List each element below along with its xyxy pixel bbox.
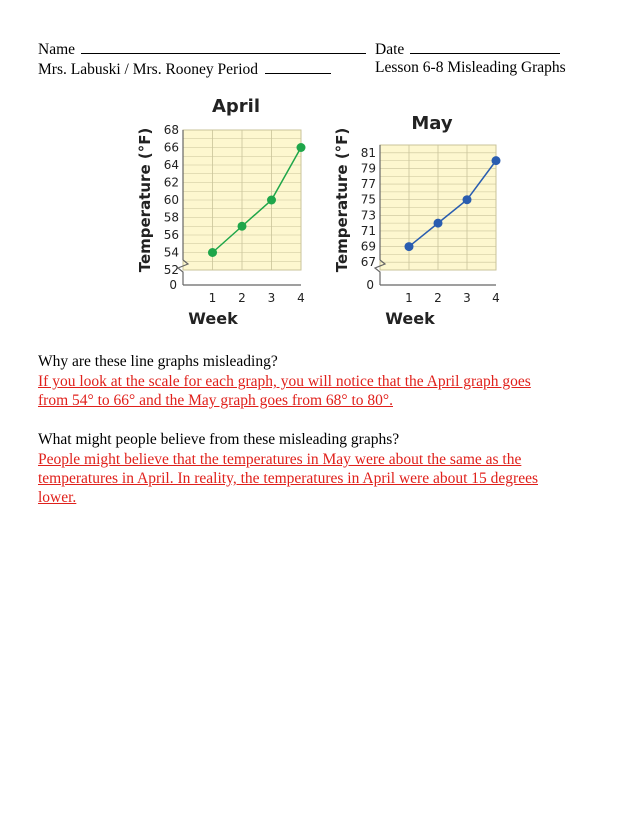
- april-chart: [136, 96, 306, 328]
- x-tick-label: 1: [208, 291, 217, 305]
- teachers-label: Mrs. Labuski / Mrs. Rooney Period: [38, 61, 259, 78]
- answer-2-line-2: temperatures in April. In reality, the temperatures in April were about 15 degrees: [38, 470, 538, 487]
- x-tick-label: 3: [267, 291, 276, 305]
- y-zero-label: 0: [169, 278, 177, 292]
- date-label: Date: [375, 41, 405, 58]
- data-point: [463, 195, 472, 204]
- answer-2-line-1: People might believe that the temperatures in May were about the same as the: [38, 451, 522, 468]
- chart-title: April: [211, 96, 261, 117]
- x-tick-label: 1: [405, 291, 413, 305]
- y-tick-label: 54: [163, 245, 179, 260]
- y-zero-label: 0: [366, 278, 374, 292]
- x-tick-label: 3: [463, 291, 471, 305]
- x-tick-label: 4: [297, 291, 305, 305]
- name-blank: [81, 39, 366, 54]
- period-blank: [265, 59, 331, 74]
- name-line: [38, 39, 366, 59]
- question-2: What might people believe from these misleading graphs?: [38, 431, 400, 448]
- x-tick-label: 2: [238, 291, 246, 305]
- y-tick-label: 68: [163, 123, 179, 137]
- x-axis-label: Week: [188, 309, 238, 328]
- y-tick-label: 75: [360, 192, 376, 207]
- data-point: [405, 242, 414, 251]
- date-blank: [410, 39, 560, 54]
- question-1: Why are these line graphs misleading?: [38, 353, 278, 370]
- answer-1-line-2: from 54° to 66° and the May graph goes from 68° to 80°.: [38, 392, 393, 409]
- answer-2: [38, 450, 598, 507]
- y-tick-label: 77: [360, 177, 376, 192]
- data-point: [297, 143, 306, 152]
- y-tick-label: 60: [163, 193, 179, 207]
- data-point: [238, 222, 247, 231]
- x-tick-label: 2: [434, 291, 442, 305]
- name-label: Name: [38, 41, 76, 58]
- lesson-title: Lesson 6-8 Misleading Graphs: [375, 59, 566, 76]
- y-tick-label: 71: [360, 223, 376, 238]
- y-tick-label: 66: [163, 140, 179, 155]
- answer-1: [38, 372, 598, 410]
- y-tick-label: 58: [163, 210, 179, 225]
- data-point: [492, 156, 501, 165]
- answer-2-line-3: lower.: [38, 489, 77, 506]
- y-axis-label: Temperature (°F): [333, 127, 351, 273]
- date-line: [375, 39, 560, 59]
- graphs-figure: [120, 92, 520, 337]
- x-tick-label: 4: [492, 291, 500, 305]
- data-point: [267, 196, 276, 205]
- may-chart: [333, 113, 501, 328]
- data-point: [434, 219, 443, 228]
- chart-title: May: [411, 113, 453, 134]
- y-tick-label: 52: [163, 263, 179, 277]
- y-tick-label: 73: [360, 208, 376, 223]
- data-point: [208, 248, 217, 257]
- y-tick-label: 79: [360, 161, 376, 176]
- teacher-line: [38, 59, 331, 79]
- x-axis-label: Week: [385, 309, 435, 328]
- answer-1-line-1: If you look at the scale for each graph, you will notice that the April graph goes: [38, 373, 531, 390]
- y-tick-label: 64: [163, 158, 179, 172]
- y-tick-label: 81: [360, 145, 376, 160]
- y-tick-label: 62: [163, 175, 179, 190]
- y-tick-label: 56: [163, 228, 179, 242]
- y-tick-label: 67: [360, 255, 376, 270]
- y-axis-label: Temperature (°F): [136, 127, 154, 273]
- y-tick-label: 69: [360, 239, 376, 254]
